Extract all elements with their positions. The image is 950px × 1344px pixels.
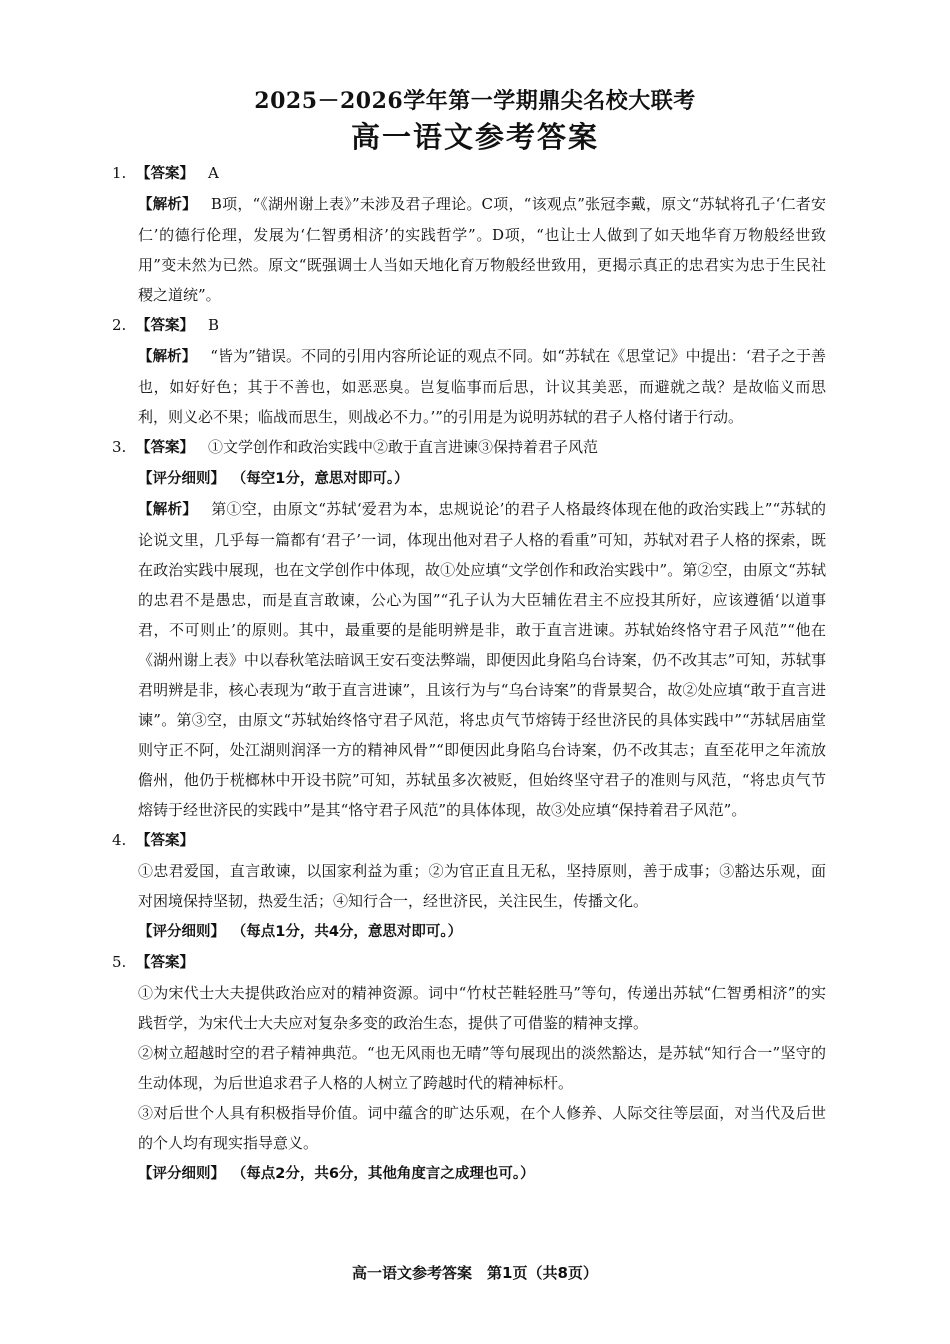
- q3-answer-tag: 【答案】: [136, 440, 194, 456]
- q5-point-2: ②树立超越时空的君子精神典范。“也无风雨也无晴”等句展现出的淡然豁达，是苏轼“知行合一”坚守的生动体现，为后世追求君子人格的人树立了跨越时代的精神标杆。: [138, 1044, 826, 1092]
- document-title: 高一语文参考答案: [350, 120, 599, 154]
- exam-title: 2025－2026学年第一学期鼎尖名校大联考: [254, 88, 696, 114]
- q1-analysis: [116, 189, 826, 310]
- q3-answer-line: [112, 432, 826, 463]
- q3-answer: ①文学创作和政治实践中②敢于直言进谏③保持着君子风范: [208, 438, 599, 456]
- question-5: [112, 947, 826, 1189]
- q5-point-3: ③对后世个人具有积极指导价值。词中蕴含的旷达乐观，在个人修养、人际交往等层面，对当代及后世的个人均有现实指导意义。: [138, 1104, 826, 1152]
- q3-analysis: [116, 494, 826, 825]
- q5-point-1: ①为宋代士大夫提供政治应对的精神资源。词中“竹杖芒鞋轻胜马”等句，传递出苏轼“仁智勇相济”的实践哲学，为宋代士大夫应对复杂多变的政治生态，提供了可借鉴的精神支撑。: [138, 984, 826, 1032]
- q5-scoring-text: （每点2分，共6分，其他角度言之成理也可。）: [239, 1166, 535, 1182]
- q3-scoring-tag: 【评分细则】: [138, 471, 225, 487]
- q4-answer-tag: 【答案】: [136, 833, 194, 849]
- q5-scoring: [116, 1158, 826, 1189]
- q3-scoring: [116, 463, 826, 494]
- q3-analysis-text: 第①空，由原文“苏轼‘爱君为本，忠规说论’的君子人格最终体现在他的政治实践上”“苏轼的论说文里，几乎每一篇都有‘君子’一词，体现出他对君子人格的看重”可知，苏轼对君子人格的探索，既在政治实践中展现，也在文学创作中体现，故①处应填“文学创作和政治实践中”。第②空，由原文“苏轼的忠君不是愚忠，而是直言敢谏，公心为国”“孔子认为大臣辅佐君主不应投其所好，应该遵循‘以道事君，不可则止’的原则。其中，最重要的是能明辨是非，敢于直言进谏。苏轼始终恪守君子风范”“他在《湖州谢上表》中以春秋笔法暗讽王安石变法弊端，即便因此身陷乌台诗案，仍不改其志”可知，苏轼事君明辨是非，核心表现为“敢于直言进谏”，且该行为与“乌台诗案”的背景契合，故②处应填“敢于直言进谏”。第③空，由原文“苏轼始终恪守君子风范，将忠贞气节熔铸于经世济民的具体实践中”“苏轼居庙堂则守正不阿，处江湖则润泽一方的精神风骨”“即便因此身陷乌台诗案，仍不改其志；直至花甲之年流放儋州，他仍于桄榔林中开设书院”可知，苏轼虽多次被贬，但始终坚守君子的准则与风范，“将忠贞气节熔铸于经世济民的实践中”是其“恪守君子风范”的具体体现，故③处应填“保持着君子风范”。: [138, 500, 827, 819]
- q4-number: 4.: [112, 831, 127, 849]
- q4-scoring: [116, 916, 826, 947]
- q4-answer-body: ①忠君爱国，直言敢谏，以国家利益为重；②为官正直且无私，坚持原则，善于成事；③豁达乐观，面对困境保持坚韧，热爱生活；④知行合一，经世济民，关注民生，传播文化。: [138, 862, 826, 910]
- q1-answer-line: [112, 158, 826, 189]
- q3-number: 3.: [112, 438, 127, 456]
- q2-answer-line: [112, 310, 826, 341]
- q1-answer: A: [208, 164, 219, 182]
- answer-content: [112, 158, 827, 1189]
- q2-analysis-tag: 【解析】: [138, 349, 197, 365]
- question-1: [112, 158, 826, 310]
- q4-answer-line: [112, 825, 826, 856]
- q4-scoring-text: （每点1分，共4分，意思对即可。）: [239, 924, 463, 940]
- question-4: [112, 825, 826, 947]
- question-2: [112, 310, 826, 432]
- q1-analysis-text: B项，“《湖州谢上表》”未涉及君子理论。C项，“该观点”张冠李戴，原文“苏轼将孔子‘仁者安仁’的德行伦理，发展为‘仁智勇相济’的实践哲学”。D项，“也让士人做到了如天地华育万物般经世致用”变未然为已然。原文“既强调士人当如天地化育万物般经世致用，更揭示真正的忠君实为忠于生民社稷之道统”。: [138, 195, 826, 304]
- q5-answer-tag: 【答案】: [136, 955, 194, 971]
- q4-scoring-tag: 【评分细则】: [138, 924, 225, 940]
- q2-analysis-text: “皆为”错误。不同的引用内容所论证的观点不同。如“苏轼在《思堂记》中提出：‘君子之于善也，如好好色；其于不善也，如恶恶臭。岂复临事而后思，计议其美恶，而避就之哉？是故临义而思利，则义必不果；临战而思生，则战必不力。’”的引用是为说明苏轼的君子人格付诸于行动。: [138, 347, 826, 426]
- q2-number: 2.: [112, 316, 127, 334]
- q2-answer-tag: 【答案】: [136, 318, 194, 334]
- question-3: [112, 432, 827, 825]
- q3-analysis-tag: 【解析】: [138, 502, 198, 518]
- q5-answer-line: [112, 947, 826, 978]
- q5-number: 5.: [112, 953, 127, 971]
- q1-number: 1.: [112, 164, 127, 182]
- q2-analysis: [116, 341, 826, 432]
- q5-scoring-tag: 【评分细则】: [138, 1166, 225, 1182]
- q1-answer-tag: 【答案】: [136, 166, 194, 182]
- q2-answer: B: [208, 316, 220, 334]
- page-footer: 高一语文参考答案 第1页（共8页）: [352, 1264, 598, 1282]
- q1-analysis-tag: 【解析】: [138, 197, 197, 213]
- q3-scoring-text: （每空1分，意思对即可。）: [239, 471, 409, 487]
